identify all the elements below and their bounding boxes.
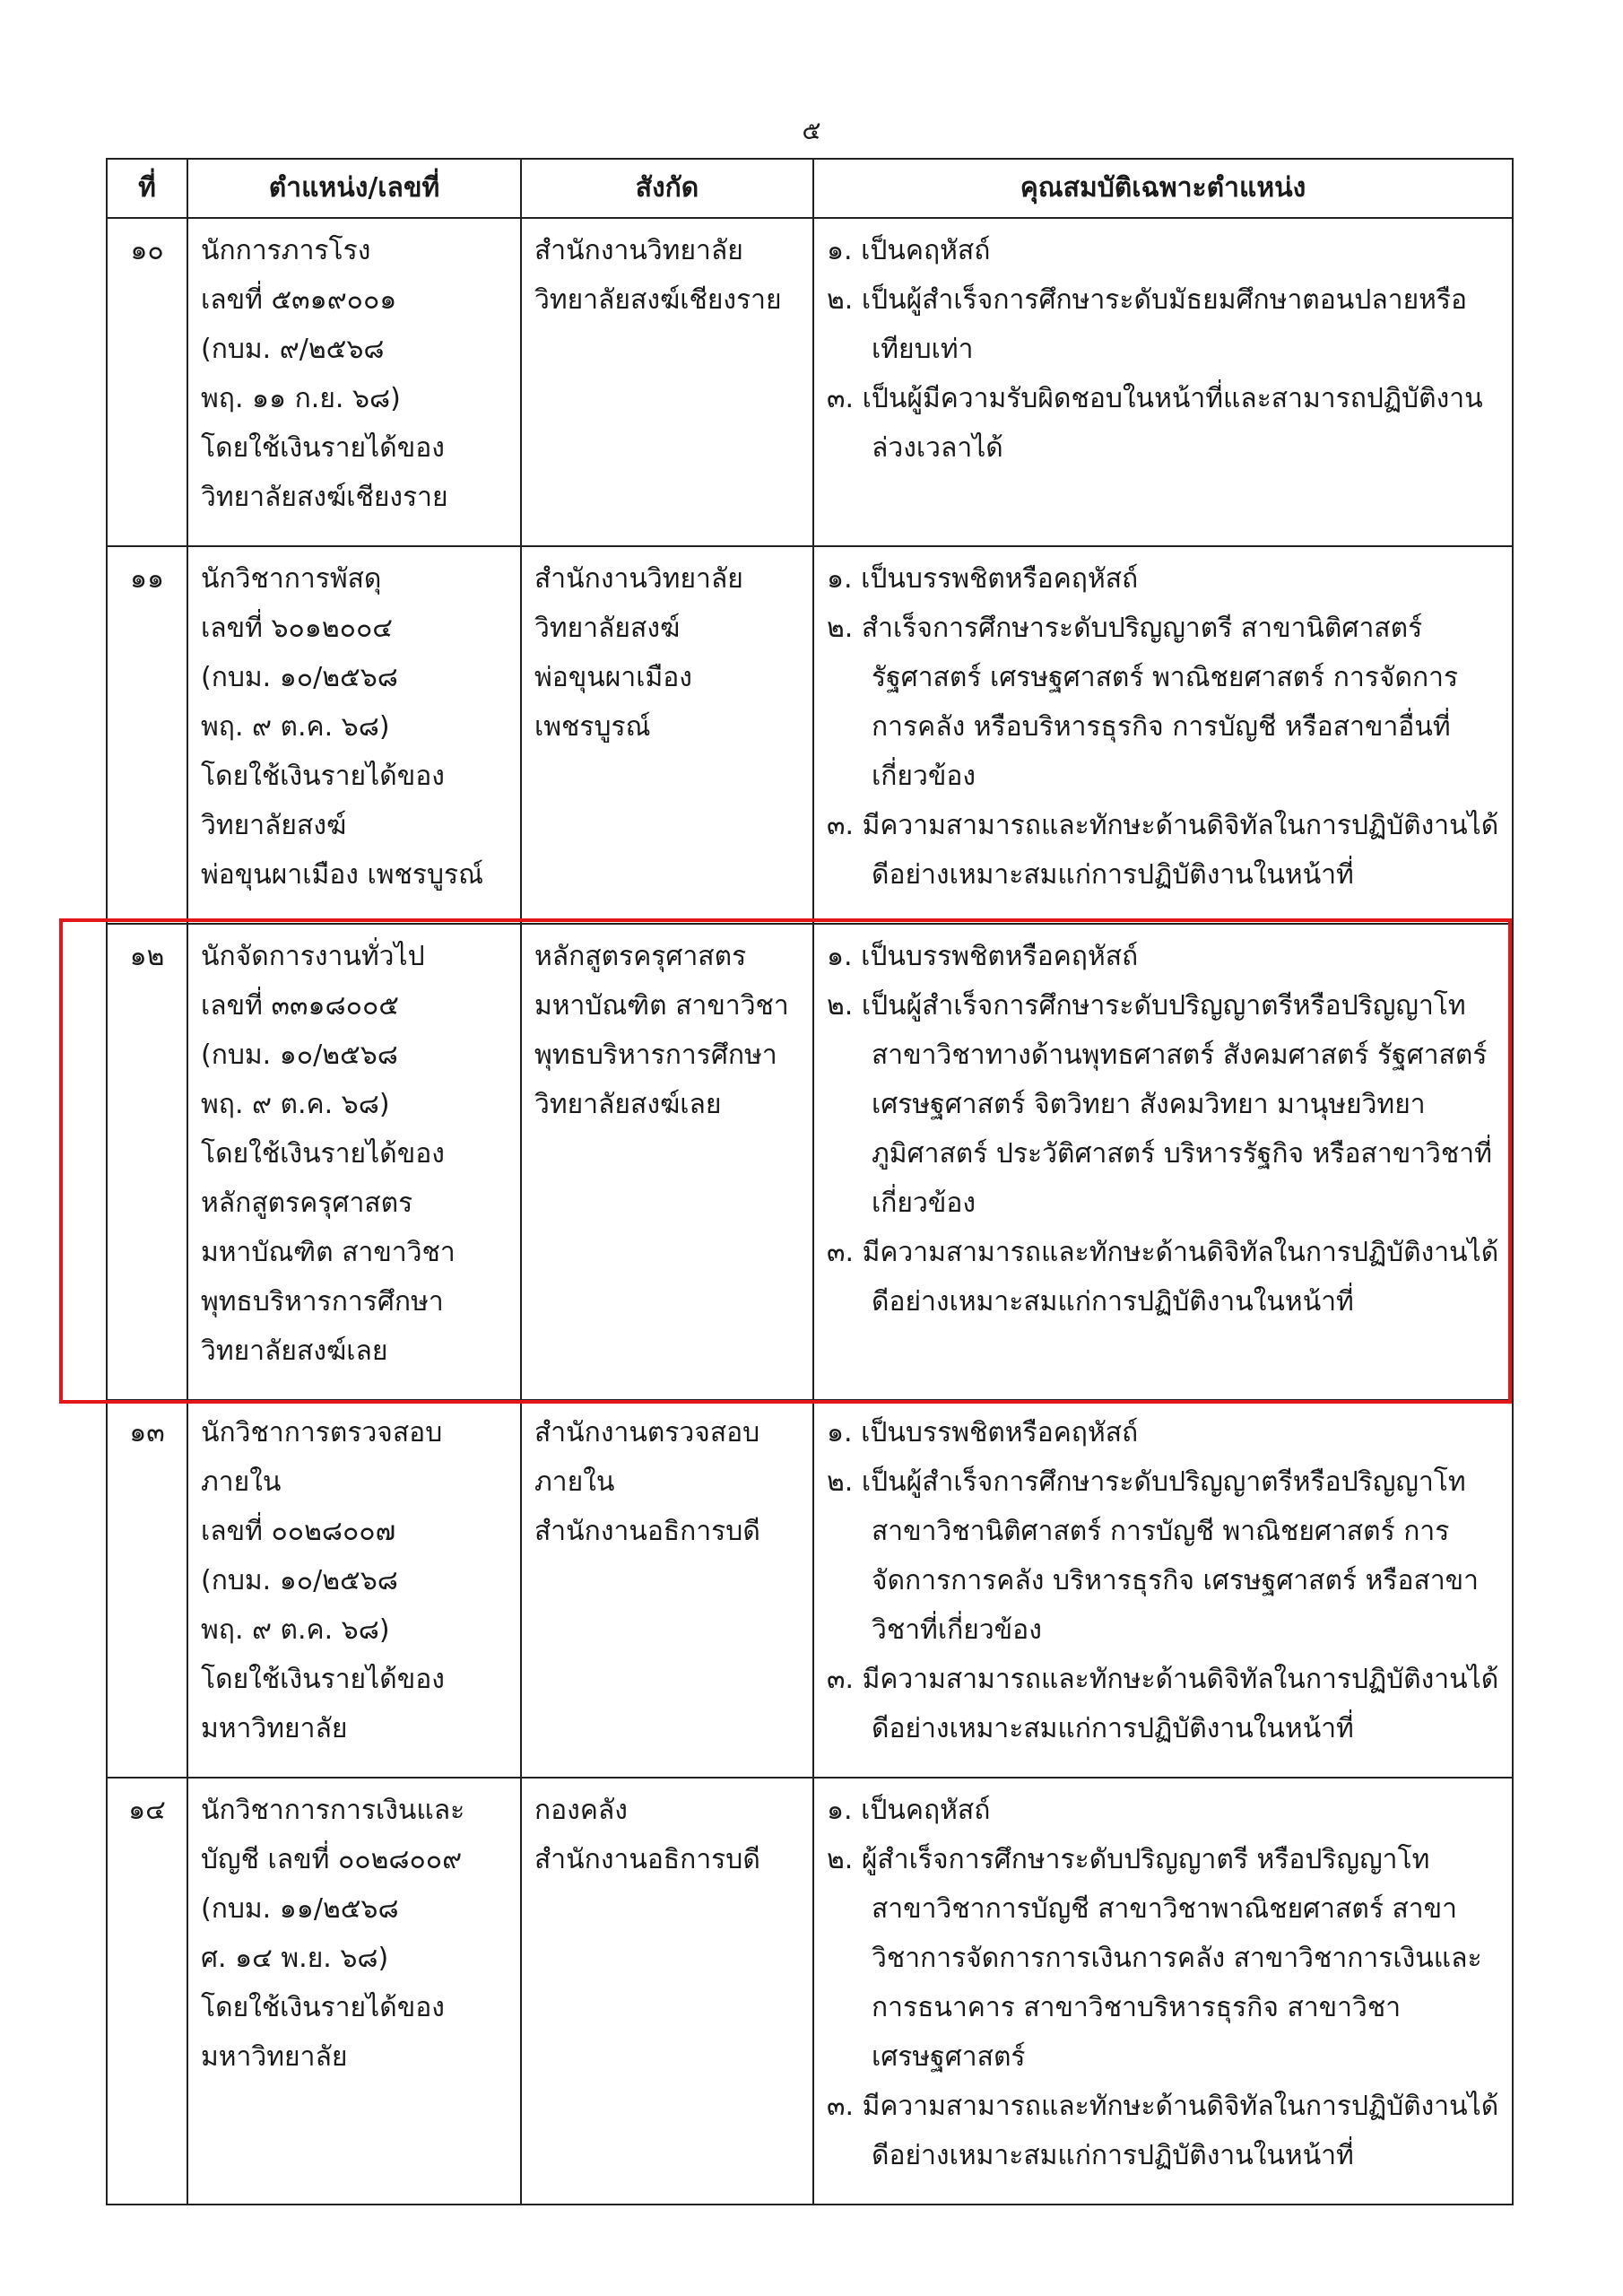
position-line: หลักสูตรครุศาสตร	[201, 1187, 413, 1219]
position-line: พุทธบริหารการศึกษา	[201, 1286, 444, 1318]
cell-affiliation	[521, 1778, 813, 2205]
position-line: นักวิชาการการเงินและ	[201, 1795, 465, 1826]
row-number: ๑๓	[107, 1400, 187, 1778]
qualification-item: ๒. สำเร็จการศึกษาระดับปริญญาตรี สาขานิติศาสตร์ รัฐศาสตร์ เศรษฐศาสตร์ พาณิชยศาสตร์ การจัดการการคลัง หรือบริหารธุรกิจ การบัญชี หรือสาขาอื่นที่เกี่ยวข้อง	[827, 613, 1459, 792]
position-line: เลขที่ ๓๓๑๘๐๐๕	[201, 990, 399, 1022]
position-line: (กบม. ๙/๒๕๖๘	[201, 334, 385, 365]
position-line: โดยใช้เงินรายได้ของ	[201, 761, 445, 792]
cell-affiliation	[521, 1400, 813, 1778]
position-line: พฤ. ๙ ต.ค. ๖๘)	[201, 1614, 390, 1646]
cell-affiliation	[521, 924, 813, 1400]
affiliation-line: วิทยาลัยสงฆ์เลย	[534, 1089, 722, 1120]
position-line: โดยใช้เงินรายได้ของ	[201, 432, 445, 464]
cell-affiliation	[521, 546, 813, 924]
position-line: เลขที่ ๕๓๑๙๐๐๑	[201, 284, 397, 316]
header-no: ที่	[107, 159, 187, 218]
cell-qualifications	[813, 1778, 1513, 2205]
position-line: เลขที่ ๐๐๒๘๐๐๗	[201, 1516, 396, 1547]
cell-qualifications	[813, 1400, 1513, 1778]
row-number: ๑๑	[107, 546, 187, 924]
qualification-item: ๒. ผู้สำเร็จการศึกษาระดับปริญญาตรี หรือปริญญาโท สาขาวิชาการบัญชี สาขาวิชาพาณิชยศาสตร์ สาขาวิชาการจัดการการเงินการคลัง สาขาวิชาการเงินและการธนาคาร สาขาวิชาบริหารธุรกิจ สาขาวิชาเศรษฐศาสตร์	[827, 1844, 1482, 2073]
affiliation-line: สำนักงานอธิการบดี	[534, 1516, 760, 1547]
position-line: พฤ. ๙ ต.ค. ๖๘)	[201, 1089, 390, 1120]
position-line: มหาวิทยาลัย	[201, 2041, 348, 2073]
cell-affiliation	[521, 218, 813, 546]
row-number: ๑๒	[107, 924, 187, 1400]
qualification-item: ๑. เป็นคฤหัสถ์	[827, 235, 991, 266]
qualification-item: ๑. เป็นคฤหัสถ์	[827, 1795, 991, 1826]
qualification-item: ๓. เป็นผู้มีความรับผิดชอบในหน้าที่และสามารถปฏิบัติงานล่วงเวลาได้	[827, 383, 1483, 464]
affiliation-line: เพชรบูรณ์	[534, 711, 651, 743]
cell-position	[187, 924, 521, 1400]
position-line: เลขที่ ๖๐๑๒๐๐๔	[201, 613, 393, 644]
position-line: ภายใน	[201, 1466, 282, 1498]
qualification-item: ๓. มีความสามารถและทักษะด้านดิจิทัลในการปฏิบัติงานได้ดีอย่างเหมาะสมแก่การปฏิบัติงานในหน้าที่	[827, 810, 1499, 891]
position-line: วิทยาลัยสงฆ์เลย	[201, 1335, 388, 1367]
position-line: โดยใช้เงินรายได้ของ	[201, 1664, 445, 1695]
cell-qualifications	[813, 218, 1513, 546]
qualification-item: ๓. มีความสามารถและทักษะด้านดิจิทัลในการปฏิบัติงานได้ดีอย่างเหมาะสมแก่การปฏิบัติงานในหน้าที่	[827, 1237, 1499, 1318]
header-position: ตำแหน่ง/เลขที่	[187, 159, 521, 218]
header-affiliation: สังกัด	[521, 159, 813, 218]
position-line: พฤ. ๑๑ ก.ย. ๖๘)	[201, 383, 401, 414]
qualifications-table	[106, 158, 1514, 2205]
qualification-item: ๑. เป็นบรรพชิตหรือคฤหัสถ์	[827, 941, 1139, 972]
table-header-row	[107, 159, 1513, 218]
page-number: ๕	[802, 116, 821, 145]
affiliation-line: หลักสูตรครุศาสตร	[534, 941, 747, 972]
position-line: (กบม. ๑๐/๒๕๖๘	[201, 662, 398, 693]
position-line: โดยใช้เงินรายได้ของ	[201, 1138, 445, 1170]
qualification-item: ๑. เป็นบรรพชิตหรือคฤหัสถ์	[827, 1417, 1139, 1448]
qualification-item: ๒. เป็นผู้สำเร็จการศึกษาระดับปริญญาตรีหรือปริญญาโท สาขาวิชานิติศาสตร์ การบัญชี พาณิชยศาสตร์ การจัดการการคลัง บริหารธุรกิจ เศรษฐศาสตร์ หรือสาขาวิชาที่เกี่ยวข้อง	[827, 1466, 1480, 1646]
qualification-item: ๒. เป็นผู้สำเร็จการศึกษาระดับมัธยมศึกษาตอนปลายหรือเทียบเท่า	[827, 284, 1468, 365]
position-line: พ่อขุนผาเมือง เพชรบูรณ์	[201, 859, 483, 891]
affiliation-line: สำนักงานวิทยาลัย	[534, 563, 743, 595]
position-line: (กบม. ๑๑/๒๕๖๘	[201, 1893, 399, 1925]
position-line: (กบม. ๑๐/๒๕๖๘	[201, 1565, 398, 1596]
table-row	[107, 1400, 1513, 1778]
table-row	[107, 1778, 1513, 2205]
position-line: บัญชี เลขที่ ๐๐๒๘๐๐๙	[201, 1844, 463, 1875]
position-line: ศ. ๑๔ พ.ย. ๖๘)	[201, 1943, 389, 1974]
cell-position	[187, 546, 521, 924]
position-line: วิทยาลัยสงฆ์เชียงราย	[201, 482, 448, 513]
table-row	[107, 546, 1513, 924]
qualification-item: ๒. เป็นผู้สำเร็จการศึกษาระดับปริญญาตรีหรือปริญญาโท สาขาวิชาทางด้านพุทธศาสตร์ สังคมศาสตร์ รัฐศาสตร์ เศรษฐศาสตร์ จิตวิทยา สังคมวิทยา มานุษยวิทยา ภูมิศาสตร์ ประวัติศาสตร์ บริหารรัฐกิจ หรือสาขาวิชาที่เกี่ยวข้อง	[827, 990, 1492, 1219]
position-line: วิทยาลัยสงฆ์	[201, 810, 347, 841]
table-body	[107, 218, 1513, 2205]
affiliation-line: มหาบัณฑิต สาขาวิชา	[534, 990, 789, 1022]
affiliation-line: วิทยาลัยสงฆ์	[534, 613, 681, 644]
position-line: นักวิชาการตรวจสอบ	[201, 1417, 443, 1448]
affiliation-line: สำนักงานตรวจสอบ	[534, 1417, 760, 1448]
position-line: โดยใช้เงินรายได้ของ	[201, 1992, 445, 2023]
position-line: พฤ. ๙ ต.ค. ๖๘)	[201, 711, 390, 743]
cell-position	[187, 1778, 521, 2205]
position-line: มหาบัณฑิต สาขาวิชา	[201, 1237, 456, 1268]
affiliation-line: วิทยาลัยสงฆ์เชียงราย	[534, 284, 782, 316]
affiliation-line: สำนักงานอธิการบดี	[534, 1844, 760, 1875]
cell-qualifications	[813, 924, 1513, 1400]
table-row	[107, 924, 1513, 1400]
qualification-item: ๓. มีความสามารถและทักษะด้านดิจิทัลในการปฏิบัติงานได้ดีอย่างเหมาะสมแก่การปฏิบัติงานในหน้าที่	[827, 2091, 1499, 2171]
cell-qualifications	[813, 546, 1513, 924]
position-line: มหาวิทยาลัย	[201, 1713, 348, 1744]
position-line: นักจัดการงานทั่วไป	[201, 941, 425, 972]
qualification-item: ๑. เป็นบรรพชิตหรือคฤหัสถ์	[827, 563, 1139, 595]
row-number: ๑๔	[107, 1778, 187, 2205]
affiliation-line: กองคลัง	[534, 1795, 628, 1826]
qualification-item: ๓. มีความสามารถและทักษะด้านดิจิทัลในการปฏิบัติงานได้ดีอย่างเหมาะสมแก่การปฏิบัติงานในหน้าที่	[827, 1664, 1499, 1744]
header-qualifications: คุณสมบัติเฉพาะตำแหน่ง	[813, 159, 1513, 218]
cell-position	[187, 1400, 521, 1778]
cell-position	[187, 218, 521, 546]
position-line: นักวิชาการพัสดุ	[201, 563, 382, 595]
affiliation-line: พุทธบริหารการศึกษา	[534, 1039, 777, 1071]
affiliation-line: พ่อขุนผาเมือง	[534, 662, 692, 693]
table-row	[107, 218, 1513, 546]
affiliation-line: สำนักงานวิทยาลัย	[534, 235, 743, 266]
position-line: นักการภารโรง	[201, 235, 371, 266]
affiliation-line: ภายใน	[534, 1466, 615, 1498]
position-line: (กบม. ๑๐/๒๕๖๘	[201, 1039, 398, 1071]
row-number: ๑๐	[107, 218, 187, 546]
